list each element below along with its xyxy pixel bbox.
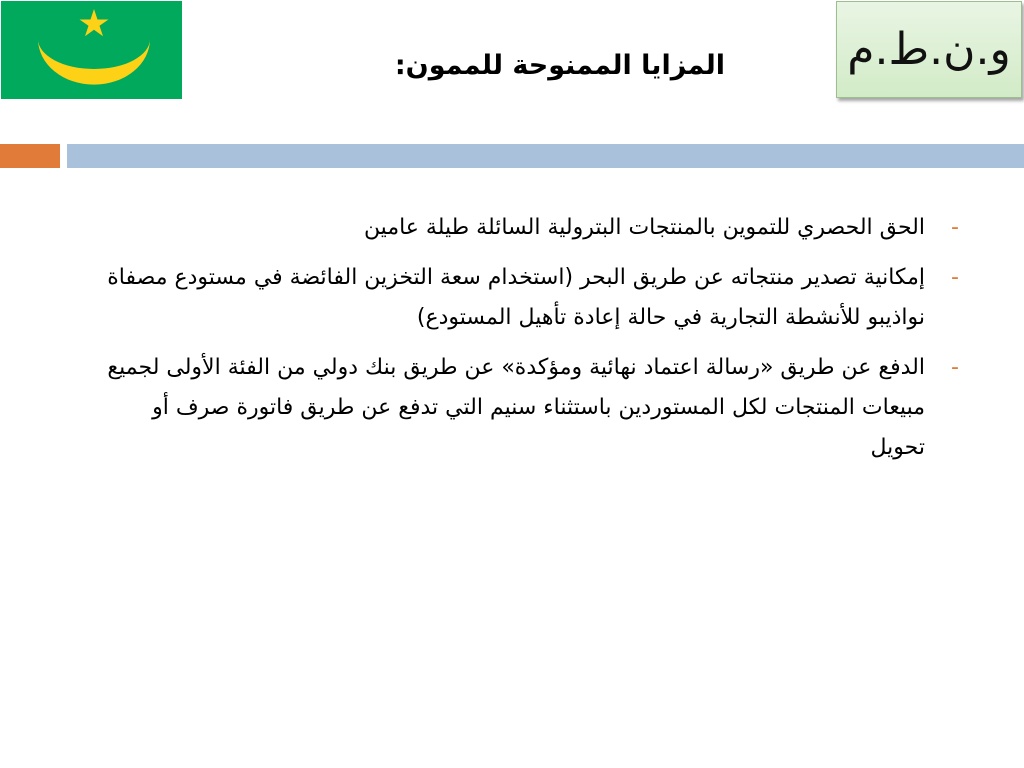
- organization-logo-box: [836, 1, 1022, 98]
- accent-band-orange: [0, 144, 60, 168]
- bullet-text: الحق الحصري للتموين بالمنتجات البترولية السائلة طيلة عامين: [363, 215, 925, 240]
- bullet-item: [95, 348, 965, 468]
- bullet-dash-icon: -: [951, 215, 959, 240]
- bullet-list: [95, 208, 965, 728]
- bullet-dash-icon: -: [951, 355, 959, 380]
- bullet-item: [95, 258, 965, 338]
- mauritania-flag-image: [1, 1, 182, 99]
- bullet-text: إمكانية تصدير منتجاته عن طريق البحر (استخدام سعة التخزين الفائضة في مستودع مصفاة نواذيبو للأنشطة التجارية في حالة إعادة تأهيل المستودع): [107, 265, 925, 330]
- bullet-item: [95, 208, 965, 248]
- slide-title: المزايا الممنوحة للممون:: [394, 50, 725, 81]
- bullet-dash-icon: -: [951, 265, 959, 290]
- organization-logo-text: و.ن.ط.م: [847, 24, 1011, 75]
- bullet-text: الدفع عن طريق «رسالة اعتماد نهائية ومؤكدة» عن طريق بنك دولي من الفئة الأولى لجميع مبيعات المنتجات لكل المستوردين باستثناء سنيم التي تدفع عن طريق فاتورة صرف أو تحويل: [107, 355, 925, 460]
- crescent-star-icon: [1, 1, 182, 99]
- accent-band-blue: [67, 144, 1024, 168]
